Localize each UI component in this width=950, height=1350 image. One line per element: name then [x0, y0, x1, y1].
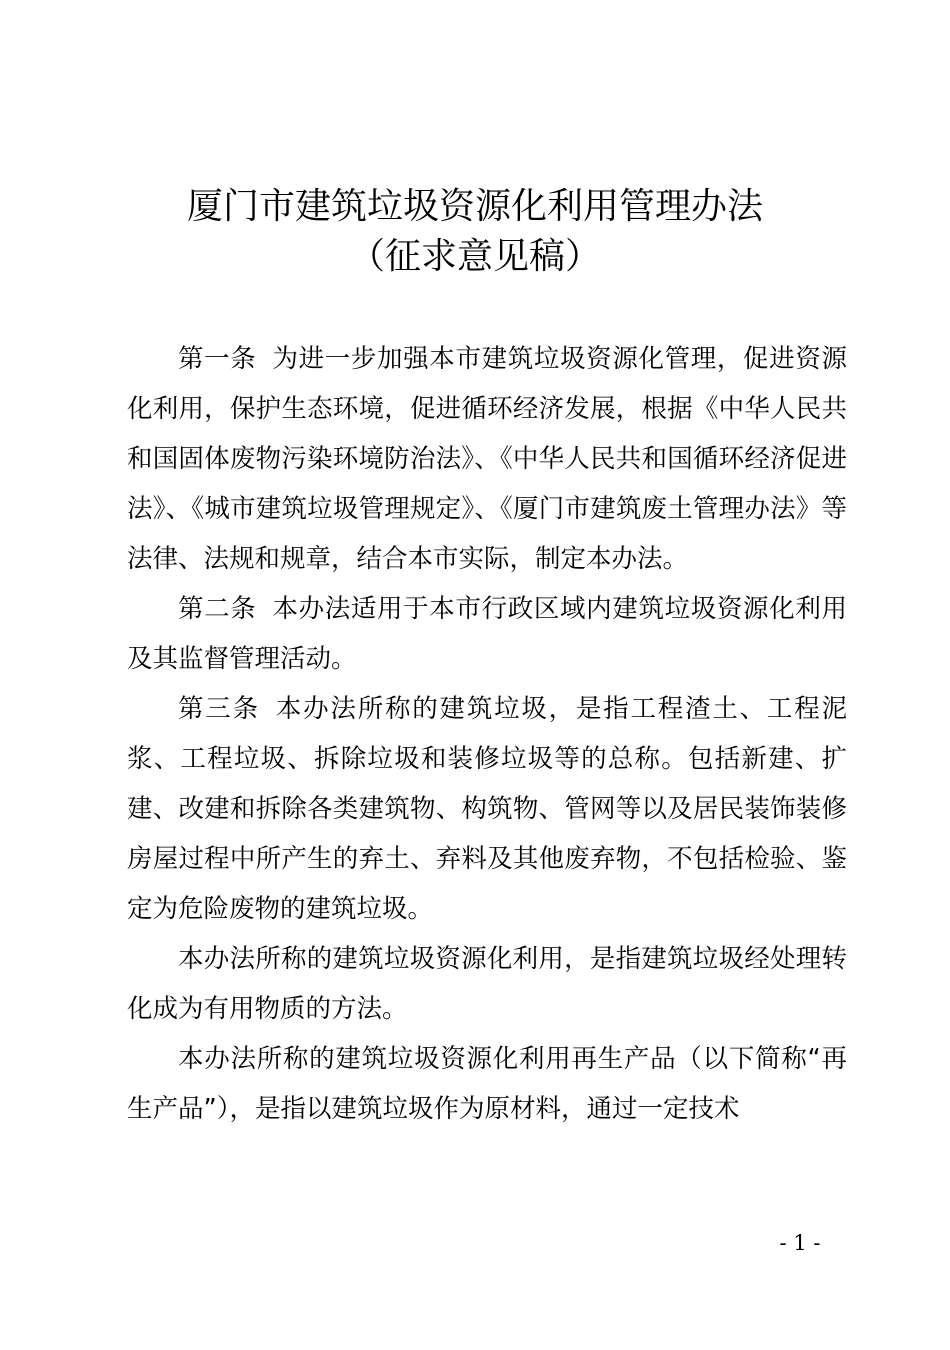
article-3-text: 本办法所称的建筑垃圾，是指工程渣土、工程泥浆、工程垃圾、拆除垃圾和装修垃圾等的总称。包括新建、扩建、改建和拆除各类建筑物、构筑物、管网等以及居民装饰装修房屋过程中所产生的弃土、弃料及其他废弃物，不包括检验、鉴定为危险废物的建筑垃圾。 — [127, 694, 847, 924]
document-title: 厦门市建筑垃圾资源化利用管理办法 — [186, 186, 763, 227]
document-body — [127, 334, 847, 1134]
article-1 — [127, 334, 847, 584]
article-2 — [127, 584, 847, 684]
article-3-label: 第三条 — [178, 694, 260, 724]
article-2-label: 第二条 — [178, 594, 257, 624]
document-subtitle: （征求意见稿） — [348, 236, 601, 277]
article-3 — [127, 684, 847, 934]
article-1-label: 第一条 — [178, 344, 257, 374]
paragraph-resource-utilization-definition: 本办法所称的建筑垃圾资源化利用，是指建筑垃圾经处理转化成为有用物质的方法。 — [127, 944, 847, 1024]
page-number: - 1 - — [779, 1231, 821, 1255]
paragraph-recycled-product-definition: 本办法所称的建筑垃圾资源化利用再生产品（以下简称“再生产品”），是指以建筑垃圾作为原材料，通过一定技术 — [127, 1044, 847, 1124]
article-1-text: 为进一步加强本市建筑垃圾资源化管理，促进资源化利用，保护生态环境，促进循环经济发展，根据《中华人民共和国固体废物污染环境防治法》、《中华人民共和国循环经济促进法》、《城市建筑垃圾管理规定》、《厦门市建筑废土管理办法》等法律、法规和规章，结合本市实际，制定本办法。 — [127, 344, 847, 574]
article-2-text: 本办法适用于本市行政区域内建筑垃圾资源化利用及其监督管理活动。 — [127, 594, 847, 674]
